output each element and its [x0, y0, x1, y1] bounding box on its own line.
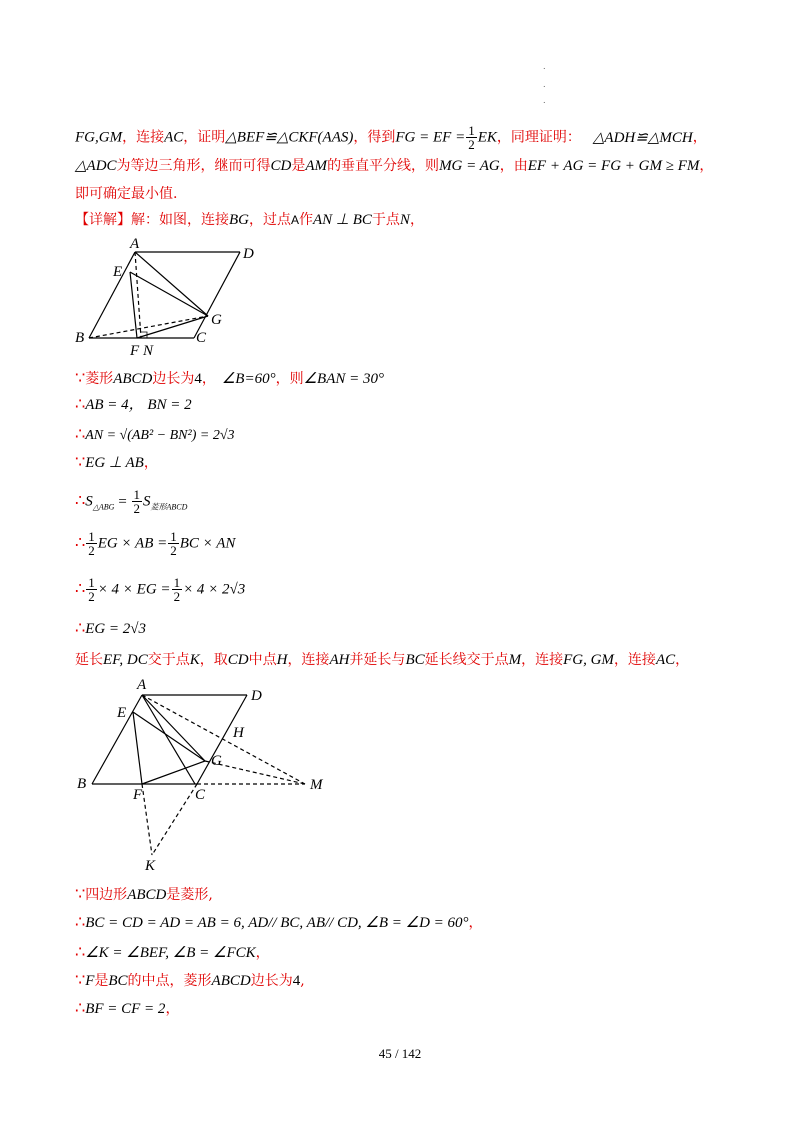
math-expr: ABCD: [127, 887, 167, 903]
fraction: [172, 576, 183, 603]
segment-ag: [142, 695, 205, 761]
text: ，: [675, 652, 690, 668]
text: 的垂直平分线，则: [327, 158, 440, 174]
text: ，同理证明：: [496, 129, 581, 146]
text-line: [75, 998, 179, 1019]
math-expr: ABCD: [113, 371, 153, 387]
math-expr: K: [189, 652, 200, 668]
math-expr: △BEF≌△CKF(AAS): [225, 129, 354, 146]
text-line: [75, 368, 384, 389]
math-expr: BC = CD = AD = AB = 6, AD// BC, AB// CD, ∠B = ∠D = 60°: [85, 915, 469, 931]
math-expr: EF + AG = FG + GM ≥ FM: [527, 158, 700, 174]
text: 四边形: [85, 887, 128, 903]
rhombus-figure-1: [75, 234, 265, 359]
text-line: [75, 210, 424, 230]
segment-fg: [142, 761, 205, 784]
math-expr: =: [117, 493, 128, 510]
label-e: E: [113, 264, 123, 280]
math-expr: EG ⊥ AB: [85, 455, 144, 471]
math-expr: FG = EF =: [395, 129, 466, 146]
math-expr: AH: [329, 652, 350, 668]
fraction-numerator: 1: [88, 575, 95, 590]
text: 边长为: [152, 371, 195, 387]
text-line: 即可确定最小值.: [75, 186, 178, 202]
math-expr: △ADH≌△MCH: [592, 129, 693, 146]
label-d: D: [243, 246, 254, 262]
label-f: F: [133, 787, 143, 803]
fraction-denominator: 2: [173, 589, 181, 604]
section-label: 【详解】: [75, 212, 131, 228]
text: ，连接: [521, 652, 564, 668]
segment-ag: [135, 252, 208, 316]
text: 是: [94, 973, 109, 989]
header-dot: .: [543, 96, 546, 105]
text-line: [75, 650, 689, 670]
text: 中点: [248, 652, 277, 668]
math-expr: FG,GM: [75, 129, 123, 146]
text: 延长: [75, 652, 103, 668]
text: ，连接: [122, 129, 165, 146]
fraction-denominator: 2: [468, 137, 475, 152]
text: 边长为: [250, 973, 293, 989]
label-k: K: [145, 858, 156, 874]
header-dot: .: [543, 62, 546, 71]
text-line: [75, 156, 713, 176]
because-symbol: ∵: [75, 368, 86, 387]
rhombus-figure-2: [75, 675, 335, 875]
label-h: H: [233, 725, 244, 741]
math-expr: CD: [270, 158, 292, 174]
label-a: A: [130, 236, 140, 252]
label-g: G: [211, 312, 222, 328]
math-expr: 4: [194, 371, 202, 387]
math-expr: BF = CF = 2: [85, 1001, 166, 1017]
text: ,: [300, 973, 305, 989]
fraction: [132, 488, 143, 515]
segment-ef: [130, 272, 137, 338]
because-symbol: ∵: [75, 970, 86, 989]
text: ，取: [199, 652, 228, 668]
math-expr: BC: [405, 652, 425, 668]
because-symbol: ∵: [75, 884, 86, 903]
math-expr: S: [143, 493, 151, 510]
math-expr: AN ⊥ BC: [313, 212, 372, 228]
label-e: E: [117, 705, 127, 721]
label-a: A: [137, 677, 147, 693]
text-line: [75, 970, 305, 991]
fraction-numerator: 1: [468, 123, 475, 138]
text: ，: [699, 158, 714, 174]
label-n: N: [143, 343, 154, 359]
therefore-symbol: ∴: [75, 942, 86, 961]
text: ，连接: [613, 652, 656, 668]
math-expr: × 4 × 2√3: [183, 581, 246, 598]
math-expr: EK: [477, 129, 497, 146]
text-line: [75, 884, 213, 905]
therefore-symbol: ∴: [75, 618, 86, 637]
math-expr: BC × AN: [179, 535, 236, 552]
text-line: [75, 576, 245, 603]
text: 作: [299, 212, 314, 228]
fraction-denominator: 2: [170, 543, 177, 558]
therefore-symbol: ∴: [75, 578, 86, 598]
fraction-denominator: 2: [88, 543, 95, 558]
math-expr: △ADC: [75, 158, 117, 174]
label-b: B: [77, 776, 87, 792]
text: 的中点，菱形: [127, 973, 212, 989]
segment-ac: [142, 695, 195, 784]
math-expr: AN = √(AB² − BN²) = 2√3: [85, 428, 235, 443]
label-g: G: [211, 753, 222, 769]
math-expr: A: [291, 213, 300, 227]
math-expr: H: [276, 652, 288, 668]
math-expr: ABCD: [211, 973, 251, 989]
subscript: △ABG: [92, 502, 115, 512]
text: 为等边三角形，继而可得: [116, 158, 271, 174]
therefore-symbol: ∴: [75, 490, 86, 510]
text-line: [75, 424, 235, 446]
segment-eg: [133, 712, 205, 761]
math-expr: S: [85, 493, 93, 510]
fraction-denominator: 2: [88, 589, 95, 604]
fraction-denominator: 2: [133, 501, 141, 516]
math-expr: ∠K = ∠BEF, ∠B = ∠FCK: [85, 945, 256, 961]
fraction-numerator: 1: [133, 487, 141, 502]
text: 是: [291, 158, 306, 174]
math-expr: EF, DC: [103, 652, 148, 668]
text: ，: [468, 915, 483, 931]
segment-ck-dashed: [152, 784, 197, 855]
segment-am-dashed: [142, 695, 305, 784]
label-f: F: [130, 343, 140, 359]
fraction: [86, 530, 97, 557]
math-expr: CD: [227, 652, 249, 668]
math-expr: AC: [164, 129, 184, 146]
therefore-symbol: ∴: [75, 998, 86, 1017]
text-line: [75, 488, 187, 517]
text: 并延长与: [349, 652, 406, 668]
header-dot: .: [543, 80, 546, 89]
label-c: C: [196, 330, 207, 346]
text: ，: [201, 371, 216, 387]
text: ，: [165, 1001, 180, 1017]
fraction-numerator: 1: [170, 529, 177, 544]
because-symbol: ∵: [75, 452, 86, 471]
text: ，: [692, 129, 707, 146]
math-expr: × 4 × EG =: [97, 581, 171, 598]
math-expr: 4: [292, 973, 301, 989]
label-m: M: [310, 777, 323, 793]
label-d: D: [251, 688, 262, 704]
segment-ef: [133, 712, 142, 784]
math-expr: ∠B=60°: [221, 371, 276, 387]
text: 解：如图，连接: [131, 212, 229, 228]
segment-eg: [130, 272, 208, 316]
therefore-symbol: ∴: [75, 912, 86, 931]
text: ，证明: [183, 129, 226, 146]
text: ，过点: [249, 212, 291, 228]
page-number: 45 / 142: [378, 1046, 422, 1061]
math-expr: N: [399, 212, 410, 228]
text-line: [75, 618, 146, 639]
math-expr: BG: [229, 212, 249, 228]
text: ，则: [275, 371, 304, 387]
therefore-symbol: ∴: [75, 394, 86, 413]
edge-ab: [89, 252, 135, 338]
text-line: [75, 912, 483, 933]
math-expr: AC: [655, 652, 676, 668]
math-expr: AB = 4， BN = 2: [85, 397, 192, 413]
text-line: [75, 124, 707, 151]
text: 于点: [371, 212, 400, 228]
label-c: C: [195, 787, 206, 803]
math-expr: MG = AG: [439, 158, 500, 174]
math-expr: M: [508, 652, 522, 668]
segment-fk-dashed: [142, 784, 152, 855]
fraction-numerator: 1: [173, 575, 181, 590]
fraction-numerator: 1: [88, 529, 95, 544]
fraction: [466, 124, 477, 151]
math-expr: FG, GM: [563, 652, 614, 668]
text: ，: [409, 212, 424, 228]
text-line: [75, 530, 235, 557]
math-expr: AM: [305, 158, 328, 174]
text-line: [75, 452, 158, 473]
text-line: [75, 942, 270, 963]
text: 菱形: [85, 371, 114, 387]
text: ，连接: [287, 652, 330, 668]
text-line: [75, 394, 192, 415]
therefore-symbol: ∴: [75, 424, 86, 443]
math-expr: BC: [108, 973, 128, 989]
text: 是菱形,: [166, 887, 213, 903]
math-expr: F: [85, 973, 95, 989]
subscript: 菱形ABCD: [150, 502, 188, 512]
label-b: B: [75, 330, 85, 346]
text: 延长线交于点: [424, 652, 509, 668]
text: ，由: [499, 158, 528, 174]
therefore-symbol: ∴: [75, 532, 86, 552]
math-expr: ∠BAN = 30°: [303, 371, 384, 387]
text: 交于点: [147, 652, 190, 668]
text: ，: [143, 455, 158, 471]
fraction: [86, 576, 97, 603]
math-expr: EG = 2√3: [85, 621, 147, 637]
fraction: [168, 530, 179, 557]
text: ，: [255, 945, 270, 961]
math-expr: EG × AB =: [97, 535, 168, 552]
text: ，得到: [353, 129, 396, 146]
